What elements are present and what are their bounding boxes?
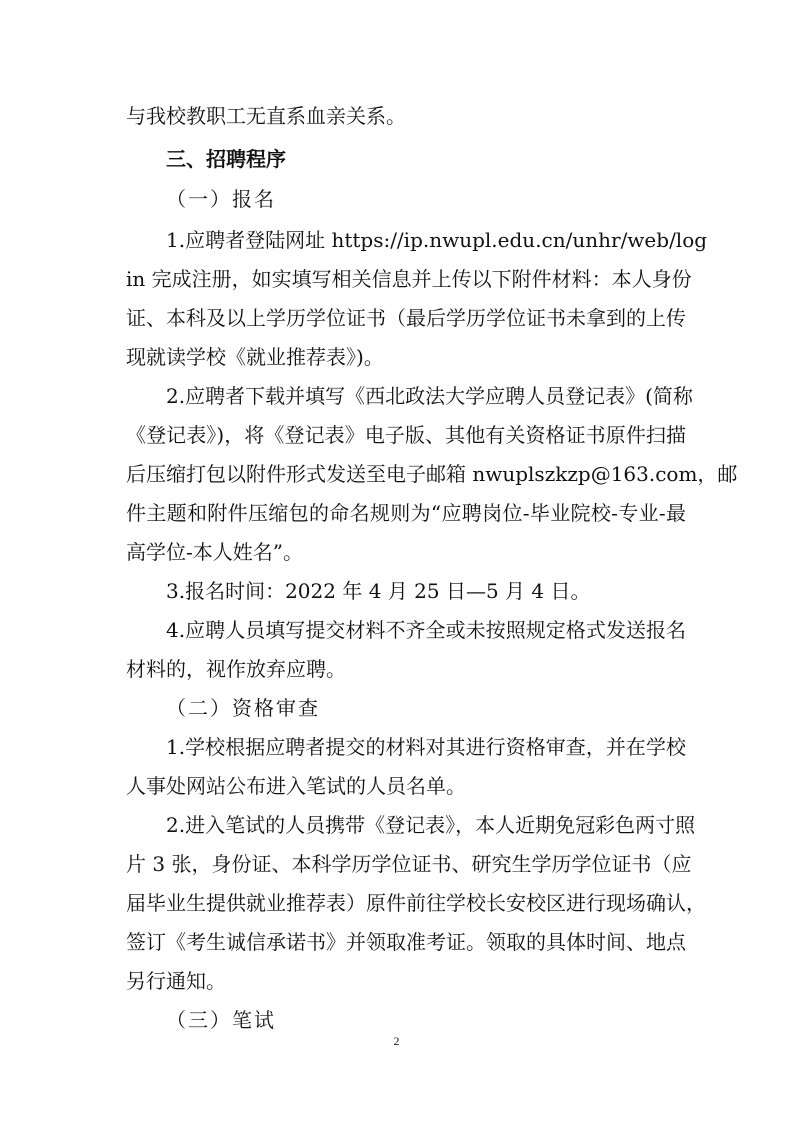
paragraph-line: 2.应聘者下载并填写《西北政法大学应聘人员登记表》(简称 <box>166 384 693 408</box>
paragraph-line: 件主题和附件压缩包的命名规则为“应聘岗位-毕业院校-专业-最 <box>126 501 686 525</box>
paragraph-line: 另行通知。 <box>126 969 226 993</box>
paragraph-line: 高学位-本人姓名”。 <box>126 540 303 564</box>
paragraph-line: 1.学校根据应聘者提交的材料对其进行资格审查，并在学校 <box>166 735 686 759</box>
page-number: 2 <box>393 1034 400 1048</box>
subsection-heading-written-exam: （三）笔试 <box>166 1008 276 1032</box>
paragraph-line: 3.报名时间：2022 年 4 月 25 日—5 月 4 日。 <box>166 579 591 603</box>
paragraph-line: 届毕业生提供就业推荐表）原件前往学校长安校区进行现场确认， <box>126 891 706 915</box>
subsection-heading-registration: （一）报名 <box>166 187 276 211</box>
paragraph-line: 1.应聘者登陆网址 https://ip.nwupl.edu.cn/unhr/web/log <box>166 228 708 252</box>
paragraph-line: 材料的，视作放弃应聘。 <box>126 657 346 681</box>
section-heading-recruitment-procedure: 三、招聘程序 <box>166 147 286 171</box>
paragraph-line: 人事处网站公布进入笔试的人员名单。 <box>126 774 466 798</box>
paragraph-line: 与我校教职工无直系血亲关系。 <box>126 104 406 128</box>
paragraph-line: in 完成注册，如实填写相关信息并上传以下附件材料：本人身份 <box>126 267 692 291</box>
paragraph-line: 后压缩打包以附件形式发送至电子邮箱 nwuplszkzp@163.com，邮 <box>126 462 738 486</box>
paragraph-line: 《登记表》)，将《登记表》电子版、其他有关资格证书原件扫描 <box>126 423 686 447</box>
paragraph-line: 证、本科及以上学历学位证书（最后学历学位证书未拿到的上传 <box>126 306 686 330</box>
paragraph-line: 4.应聘人员填写提交材料不齐全或未按照规定格式发送报名 <box>166 618 686 642</box>
subsection-heading-qualification-review: （二）资格审查 <box>166 696 320 720</box>
paragraph-line: 2.进入笔试的人员携带《登记表》，本人近期免冠彩色两寸照 <box>166 813 696 837</box>
paragraph-line: 签订《考生诚信承诺书》并领取准考证。领取的具体时间、地点 <box>126 930 686 954</box>
paragraph-line: 现就读学校《就业推荐表》)。 <box>126 345 384 369</box>
paragraph-line: 片 3 张，身份证、本科学历学位证书、研究生学历学位证书（应 <box>126 852 692 876</box>
